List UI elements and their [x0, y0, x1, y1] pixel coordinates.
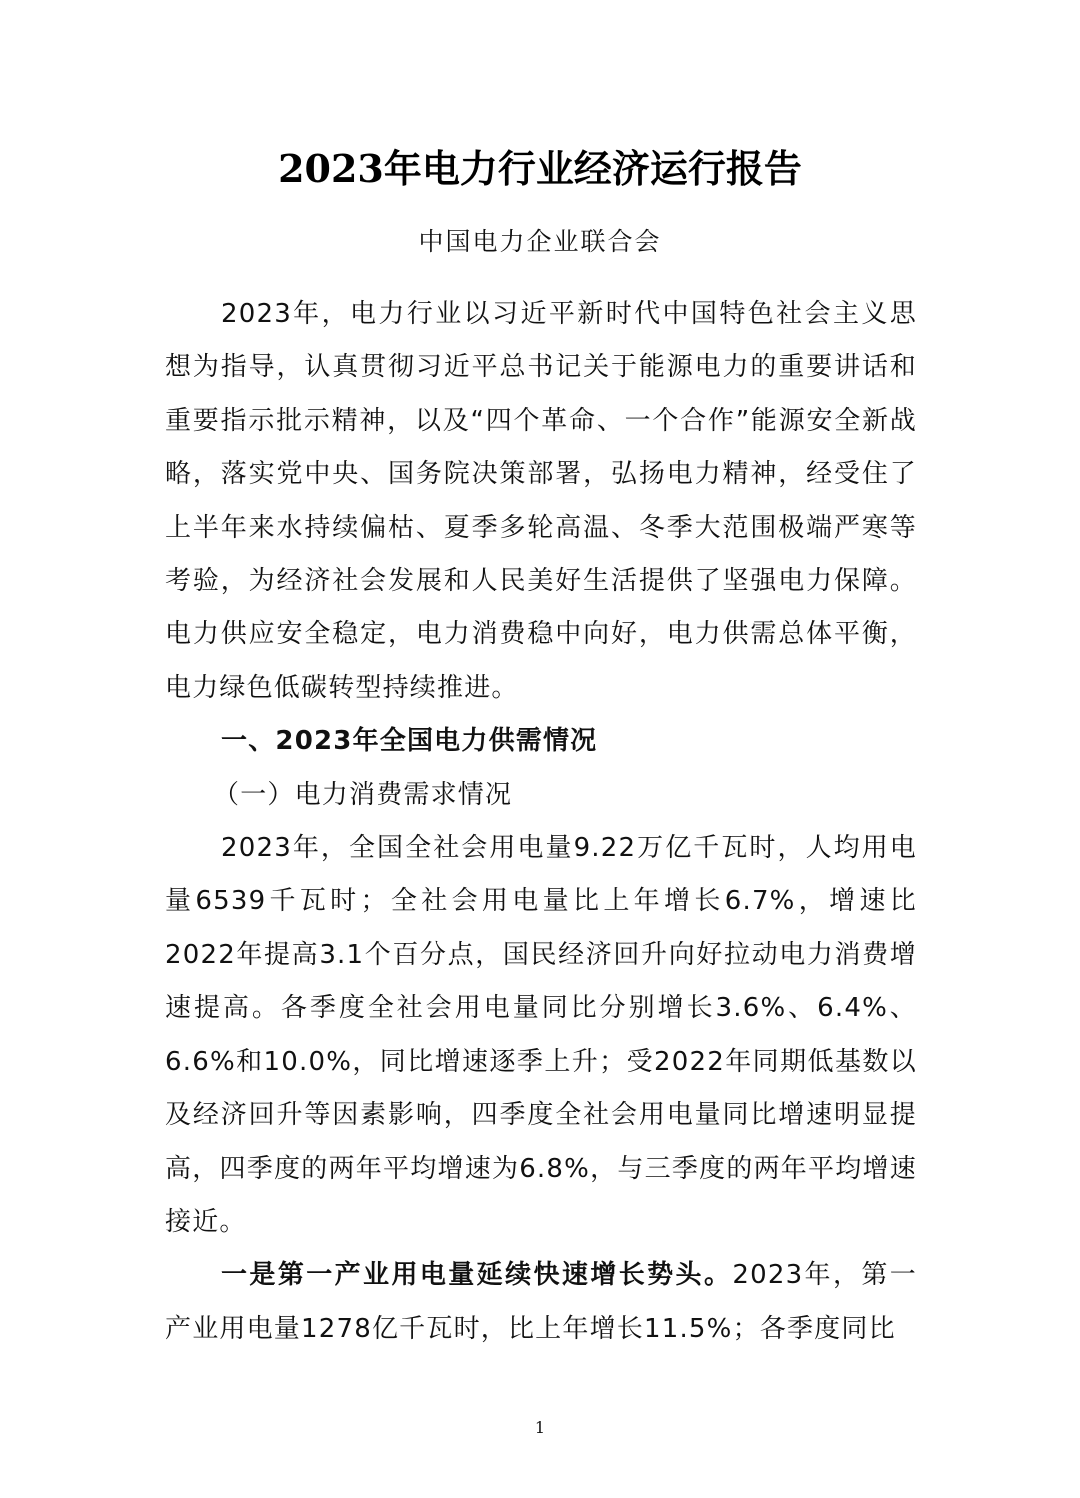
primary-industry-text: 2023年，第一产业用电量1278亿千瓦时，比上年增长11.5%；各季度同比: [165, 1260, 917, 1344]
subsection-heading: （一）电力消费需求情况: [213, 779, 513, 810]
document-title: 2023年电力行业经济运行报告: [278, 146, 802, 191]
document-body: [165, 288, 917, 1356]
primary-industry-paragraph: [165, 1249, 917, 1356]
organization-name: 中国电力企业联合会: [418, 227, 662, 256]
consumption-paragraph: 2023年，全国全社会用电量9.22万亿千瓦时，人均用电量6539千瓦时；全社会用电量比上年增长6.7%，增速比2022年提高3.1个百分点，国民经济回升向好拉动电力消费增速提高。各季度全社会用电量同比分别增长3.6%、6.4%、6.6%和10.0%，同比增速逐季上升；受2022年同期低基数以及经济回升等因素影响，四季度全社会用电量同比增速明显提高，四季度的两年平均增速为6.8%，与三季度的两年平均增速接近。: [165, 833, 917, 1237]
primary-industry-lead: 一是第一产业用电量延续快速增长势头。: [221, 1260, 733, 1291]
page-number: 1: [534, 1418, 546, 1437]
intro-paragraph: 2023年，电力行业以习近平新时代中国特色社会主义思想为指导，认真贯彻习近平总书记关于能源电力的重要讲话和重要指示批示精神，以及“四个革命、一个合作”能源安全新战略，落实党中央、国务院决策部署，弘扬电力精神，经受住了上半年来水持续偏枯、夏季多轮高温、冬季大范围极端严寒等考验，为经济社会发展和人民美好生活提供了坚强电力保障。电力供应安全稳定，电力消费稳中向好，电力供需总体平衡，电力绿色低碳转型持续推进。: [165, 299, 917, 703]
section-heading: 一、2023年全国电力供需情况: [221, 726, 598, 757]
